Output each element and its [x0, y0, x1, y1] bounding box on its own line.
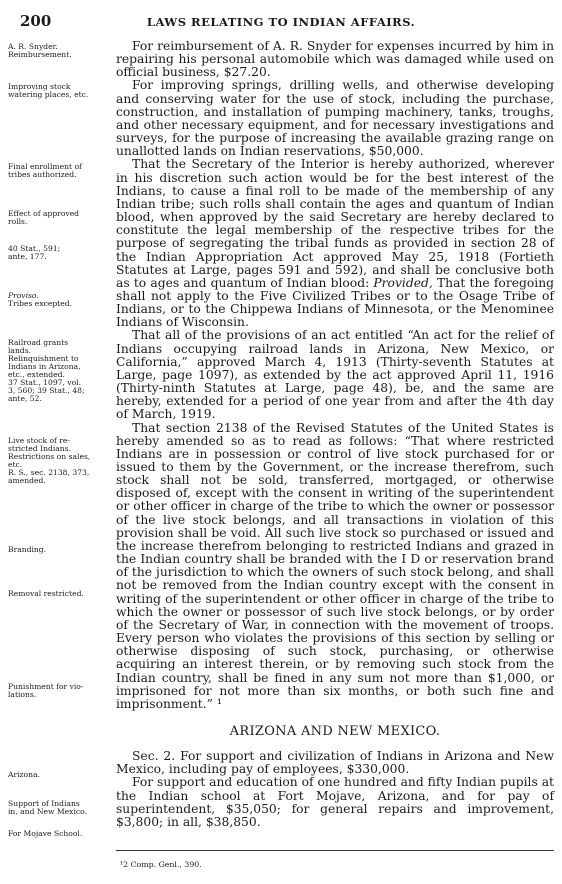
sidenote-line: Indians in Arizona,	[8, 362, 81, 371]
sidenote-line: rolls.	[8, 217, 28, 226]
paragraph-final-roll-text: That the Secretary of the Interior is hereby authorized, wherever in his discretion such action would be for the best interest of the Indians, to cause a final roll to be made of the membership of any Indian tribe; such rolls shall contain the ages and quantum of Indian blood, when approved by the said Secretary are hereby declared to constitute the legal membership of the respective tribes for the purpose of segregating the tribal funds as provided in section 28 of the Indian Appropriation Act approved May 25, 1918 (Fortieth Statutes at Large, pages 591 and 592), and shall be conclusive both as to ages and quantum of Indian blood:	[116, 157, 554, 290]
sidenote-line: ante, 52.	[8, 394, 42, 403]
sidenote-line: etc., extended.	[8, 370, 65, 379]
sidenote-snyder	[8, 43, 112, 59]
sidenote-line: Relinquishment to	[8, 354, 79, 363]
sidenote-stock-water	[8, 83, 112, 99]
sidenote-line: 40 Stat., 591;	[8, 244, 61, 253]
sidenote-proviso	[8, 292, 112, 308]
running-title: LAWS RELATING TO INDIAN AFFAIRS.	[146, 15, 416, 29]
sidenote-line: Branding.	[8, 545, 47, 554]
sidenote-line: tribes authorized.	[8, 170, 77, 179]
sidenote-support-indians	[8, 800, 112, 816]
sidenote-line: watering places, etc.	[8, 90, 89, 99]
sidenote-line: Final enrollment of	[8, 162, 82, 171]
sidenote-line: amended.	[8, 476, 46, 485]
sidenote-live-stock	[8, 437, 112, 485]
sidenote-line: Removal restricted.	[8, 589, 84, 598]
sidenote-line: A. R. Snyder.	[8, 42, 58, 51]
sidenote-line: Support of Indians	[8, 799, 80, 808]
sidenote-line: stricted Indians.	[8, 444, 71, 453]
sidenote-railroad-grants	[8, 339, 112, 403]
sidenote-line: For Mojave School.	[8, 829, 83, 838]
sidenote-punishment	[8, 683, 112, 699]
sidenote-line: Punishment for vio-	[8, 682, 84, 691]
paragraph-snyder: For reimbursement of A. R. Snyder for expenses incurred by him in repairing his personal automobile which was damaged while used on official business, $27.20.	[116, 39, 554, 80]
sidenote-mojave-school	[8, 830, 112, 838]
sidenote-line: Reimbursement.	[8, 50, 72, 59]
body-text	[116, 40, 554, 829]
sidenote-line: Restrictions on sales,	[8, 452, 91, 461]
footnote: ¹2 Comp. Genl., 390.	[120, 860, 202, 869]
paragraph-stock-water: For improving springs, drilling wells, and otherwise developing and conserving water for the use of stock, including the purchase, construction, and installation of pumping machinery, tanks, troughs, and other necessary equipment, and for necessary investigations and surveys, for the purpose of increasing the available grazing range on unallotted lands on Indian reservations, $50,000.	[116, 78, 554, 159]
paragraph-mojave: For support and education of one hundred and fifty Indian pupils at the Indian school at Fort Mojave, Arizona, and for pay of superintendent, $35,050; for general repairs and improvement, $3,800; in all, $38,850.	[116, 775, 554, 829]
footnote-rule	[116, 850, 554, 851]
sidenote-line: in, and New Mexico.	[8, 807, 87, 816]
sidenote-line: Arizona.	[8, 770, 40, 779]
sidenote-line: ante, 177.	[8, 252, 47, 261]
sidenote-line: Tribes excepted.	[8, 299, 72, 308]
proviso-term: Provided,	[373, 275, 433, 290]
sidenote-line: lands.	[8, 346, 32, 355]
paragraph-final-roll	[116, 158, 554, 329]
sidenote-40-stat	[8, 245, 112, 261]
sidenote-line: 37 Stat., 1097, vol.	[8, 378, 82, 387]
sidenote-final-enrollment	[8, 163, 112, 179]
sidenote-approved-rolls	[8, 210, 112, 226]
sidenote-branding	[8, 546, 112, 554]
sidenote-line: Effect of approved	[8, 209, 80, 218]
sidenote-line: lations.	[8, 690, 37, 699]
page-number: 200	[20, 12, 52, 30]
sidenote-line: R. S., sec. 2138, 373,	[8, 468, 90, 477]
sidenote-line: Improving stock	[8, 82, 71, 91]
paragraph-railroad-lands: That all of the provisions of an act entitled “An act for the relief of Indians occupying railroad lands in Arizona, New Mexico, or California,” approved March 4, 1913 (Thirty-seventh Statutes at Large, page 1097), as extended by the act approved April 11, 1916 (Thirty-ninth Statutes at Large, page 48), be, and the same are hereby, extended for a period of one year from and after the 4th day of March, 1919.	[116, 328, 554, 422]
sidenote-line: etc.	[8, 460, 23, 469]
paragraph-sec-2: Sec. 2. For support and civilization of Indians in Arizona and New Mexico, including pay of employees, $330,000.	[116, 749, 554, 777]
sidenote-line: Proviso.	[8, 291, 39, 300]
paragraph-section-2138: That section 2138 of the Revised Statutes of the United States is hereby amended so as to read as follows: “That where restricted Indians are in possession or control of live stock purchased for or issued to them by the Government, or the increase therefrom, such stock shall not be sold, transferred, mortgaged, or otherwise disposed of, except with the consent in writing of the superintendent or other officer in charge of the tribe to which the owner or possessor of the live stock belongs, and all transactions in violation of this provision shall be void. All such live stock so purchased or issued and the increase therefrom belonging to restricted Indians and grazed in the Indian country shall be branded with the I D or reservation brand of the jurisdiction to which the owners of such stock belong, and shall not be removed from the Indian country except with the consent in writing of the superintendent or other officer in charge of the tribe to which the owner or possessor of such live stock belongs, or by order of the Secretary of War, in connection with the movement of troops. Every person who violates the provisions of this section by selling or otherwise disposing of such stock, purchasing, or otherwise acquiring an interest therein, or by removing such stock from the Indian country, shall be fined in any sum not more than $1,000, or imprisoned for not more than six months, or both such fine and imprisonment.” ¹	[116, 420, 554, 711]
paragraph-final-roll-proviso-text: That the foregoing shall not apply to the Five Civilized Tribes or to the Osage Tribe of Indians, or to the Chippewa Indians of Minnesota, or the Menominee Indians of Wisconsin.	[116, 275, 554, 330]
sidenote-line: Railroad grants	[8, 338, 69, 347]
sidenote-line: Live stock of re-	[8, 436, 70, 445]
sidenote-arizona	[8, 771, 112, 779]
sidenote-line: 3, 560; 39 Stat., 48;	[8, 386, 85, 395]
section-heading: ARIZONA AND NEW MEXICO.	[229, 723, 441, 739]
sidenote-removal	[8, 590, 112, 598]
